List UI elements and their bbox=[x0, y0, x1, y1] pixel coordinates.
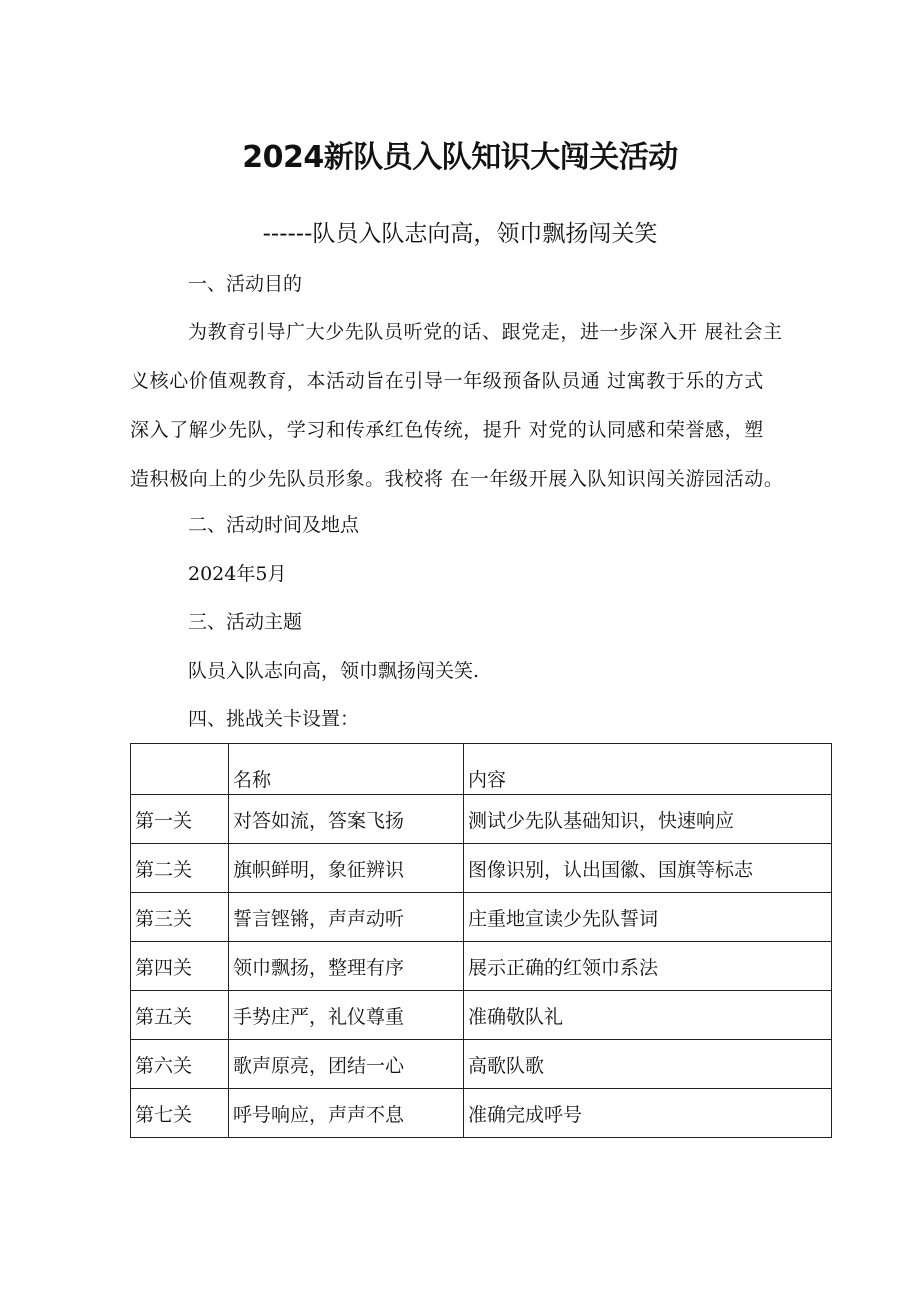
paragraph-line: 义核心价值观教育，本活动旨在引导一年级预备队员通 过寓教于乐的方式 bbox=[130, 370, 764, 392]
table-row bbox=[131, 942, 832, 991]
table-row bbox=[131, 893, 832, 942]
paragraph-line: 造积极向上的少先队员形象。我校将 在一年级开展入队知识闯关游园活动。 bbox=[130, 468, 784, 490]
level-cell: 第三关 bbox=[131, 893, 229, 942]
header-cell-content: 内容 bbox=[464, 744, 832, 795]
document-subtitle: ------队员入队志向高，领巾飘扬闯关笑 bbox=[262, 221, 658, 247]
section-heading-purpose: 一、活动目的 bbox=[188, 273, 303, 295]
content-cell: 图像识别，认出国徽、国旗等标志 bbox=[464, 844, 832, 893]
name-cell: 对答如流，答案飞扬 bbox=[229, 795, 464, 844]
level-cell: 第六关 bbox=[131, 1040, 229, 1089]
levels-table bbox=[130, 743, 832, 1138]
level-cell: 第一关 bbox=[131, 795, 229, 844]
content-cell: 展示正确的红领巾系法 bbox=[464, 942, 832, 991]
content-cell: 准确敬队礼 bbox=[464, 991, 832, 1040]
activity-theme: 队员入队志向高，领巾飘扬闯关笑. bbox=[188, 660, 480, 682]
paragraph-line: 深入了解少先队，学习和传承红色传统，提升 对党的认同感和荣誉感，塑 bbox=[130, 419, 764, 441]
section-heading-time: 二、活动时间及地点 bbox=[188, 514, 360, 536]
name-cell: 歌声原亮，团结一心 bbox=[229, 1040, 464, 1089]
table-row bbox=[131, 795, 832, 844]
paragraph-line: 为教育引导广大少先队员听党的话、跟党走，进一步深入开 展社会主 bbox=[188, 321, 783, 343]
activity-date: 2024年5月 bbox=[188, 563, 287, 585]
document-title: 2024新队员入队知识大闯关活动 bbox=[242, 140, 678, 175]
level-cell: 第四关 bbox=[131, 942, 229, 991]
header-cell bbox=[131, 744, 229, 795]
section-heading-levels: 四、挑战关卡设置： bbox=[188, 708, 360, 730]
level-cell: 第二关 bbox=[131, 844, 229, 893]
table-row bbox=[131, 844, 832, 893]
name-cell: 手势庄严，礼仪尊重 bbox=[229, 991, 464, 1040]
content-cell: 准确完成呼号 bbox=[464, 1089, 832, 1138]
name-cell: 呼号响应，声声不息 bbox=[229, 1089, 464, 1138]
name-cell: 旗帜鲜明，象征辨识 bbox=[229, 844, 464, 893]
name-cell: 誓言铿锵，声声动听 bbox=[229, 893, 464, 942]
content-cell: 庄重地宣读少先队誓词 bbox=[464, 893, 832, 942]
level-cell: 第五关 bbox=[131, 991, 229, 1040]
header-cell-name: 名称 bbox=[229, 744, 464, 795]
content-cell: 测试少先队基础知识，快速响应 bbox=[464, 795, 832, 844]
content-cell: 高歌队歌 bbox=[464, 1040, 832, 1089]
table-row bbox=[131, 1040, 832, 1089]
name-cell: 领巾飘扬，整理有序 bbox=[229, 942, 464, 991]
purpose-paragraph bbox=[130, 320, 842, 516]
table-row bbox=[131, 1089, 832, 1138]
table-header-row bbox=[131, 744, 832, 795]
table-row bbox=[131, 991, 832, 1040]
section-heading-theme: 三、活动主题 bbox=[188, 611, 303, 633]
level-cell: 第七关 bbox=[131, 1089, 229, 1138]
